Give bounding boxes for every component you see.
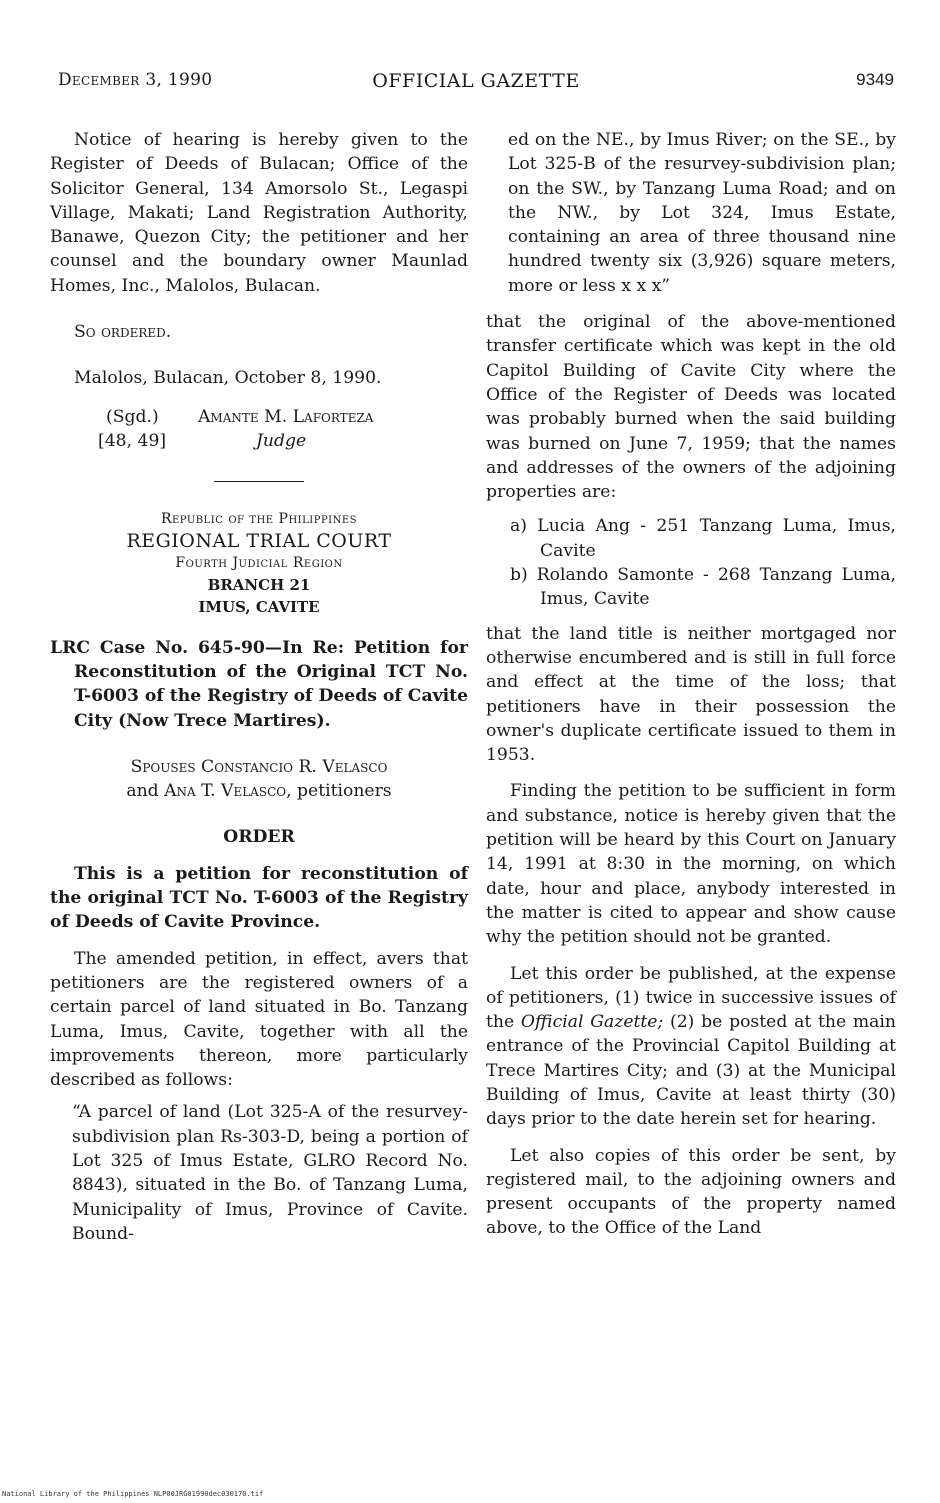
scan-footer: National Library of the Philippines NLP00JRG01990dec030170.tif — [2, 1490, 264, 1498]
court-branch: BRANCH 21 — [207, 575, 311, 594]
judicial-region: Fourth Judicial Region — [175, 554, 343, 571]
order-heading: ORDER — [223, 827, 295, 848]
court-heading — [50, 508, 468, 618]
judge-name: Amante M. Laforteza — [198, 406, 374, 427]
order-paragraph-2: The amended petition, in effect, avers that petitioners are the registered owners of a certain parcel of land situated in Bo. Tanzang Luma, Imus, Cavite, together with all the improvements thereon, more particularly described as follows: — [50, 948, 468, 1091]
issue-date: December 3, 1990 — [58, 70, 213, 90]
land-description-continued: ed on the NE., by Imus River; on the SE., by Lot 325-B of the resurvey-subdivision plan; on the SW., by Tanzang Luma Road; and on the NW., by Lot 324, Imus Estate, containing an area of three thousand nine hundred twenty six (3,926) square meters, more or less x x x” — [508, 130, 896, 296]
publication-paragraph: Let this order be published, at the expense of petitioners, (1) twice in successive issues of the Official Gazette; (2) be posted at the main entrance of the Provincial Capitol Building at Trece Martires City; and (3) at the Municipal Building of Imus, Cavite at least thirty (30) days prior to the date herein set for hearing. — [486, 963, 896, 1130]
party-line-1: Spouses Constancio R. Velasco — [130, 756, 388, 777]
parties: Spouses Constancio R. Velasco and Ana T. Velasco, petitioners — [126, 756, 392, 802]
judge-title: Judge — [256, 430, 307, 451]
page-header — [58, 70, 894, 96]
court-name: REGIONAL TRIAL COURT — [126, 529, 392, 552]
original-burned-paragraph: that the original of the above-mentioned transfer certificate which was kept in the old Capitol Building of Cavite City where the Office of the Register of Deeds was located was probably burned when the said building was burned on June 7, 1959; that the names and addresses of the owners of the adjoining properties are: — [486, 312, 896, 503]
left-column — [50, 128, 468, 1246]
publication-title: OFFICIAL GAZETTE — [372, 70, 580, 92]
signature-block — [100, 405, 468, 457]
finding-paragraph: Finding the petition to be sufficient in form and substance, notice is hereby given that the petition will be heard by this Court on January 14, 1991 at 8:30 in the morning, on which date, hour and place, anybody interested in the matter is cited to appear and show cause why the petition should not be granted. — [486, 781, 896, 948]
place-date: Malolos, Bulacan, October 8, 1990. — [74, 368, 382, 389]
land-description-quote: “A parcel of land (Lot 325-A of the resurvey-subdivision plan Rs-303-D, being a portion of Lot 325 of Imus Estate, GLRO Record No. 8843), situated in the Bo. of Tanzang Luma, Municipality of Imus, Province of Cavite. Bound- — [72, 1102, 468, 1244]
case-title: LRC Case No. 645-90—In Re: Petition for Reconstitution of the Original TCT No. T-6003 of the Registry of Deeds of Cavite City (Now Trece Martires). — [50, 637, 468, 731]
signed-mark: (Sgd.) — [106, 406, 159, 427]
title-status-paragraph: that the land title is neither mortgaged nor otherwise encumbered and is still in full force and effect at the time of the loss; that petitioners have in their possession the owner's duplicate certificate issued to them in 1953. — [486, 623, 896, 766]
right-column — [486, 128, 896, 1241]
adjoining-owner-a: a) Lucia Ang - 251 Tanzang Luma, Imus, Cavite — [510, 516, 896, 561]
order-paragraph-1: This is a petition for reconstitution of the original TCT No. T-6003 of the Registry of Deeds of Cavite Province. — [50, 863, 468, 933]
party-line-2: Ana T. Velasco — [164, 781, 287, 802]
so-ordered: So ordered. — [74, 322, 172, 343]
republic-line: Republic of the Philippines — [160, 510, 358, 527]
adjoining-owner-b: b) Rolando Samonte - 268 Tanzang Luma, Imus, Cavite — [510, 565, 896, 610]
divider — [214, 481, 304, 482]
copies-paragraph: Let also copies of this order be sent, by registered mail, to the adjoining owners and present occupants of the property named above, to the Office of the Land — [486, 1145, 896, 1239]
gazette-name: Official Gazette; — [520, 1012, 664, 1033]
reference-number: [48, 49] — [98, 430, 167, 451]
notice-paragraph: Notice of hearing is hereby given to the Register of Deeds of Bulacan; Office of the Solicitor General, 134 Amorsolo St., Legaspi Village, Makati; Land Registration Authority, Banawe, Quezon City; the petitioner and her counsel and the boundary owner Maunlad Homes, Inc., Malolos, Bulacan. — [50, 130, 468, 296]
page-number: 9349 — [856, 70, 894, 89]
court-location: IMUS, CAVITE — [198, 597, 320, 616]
